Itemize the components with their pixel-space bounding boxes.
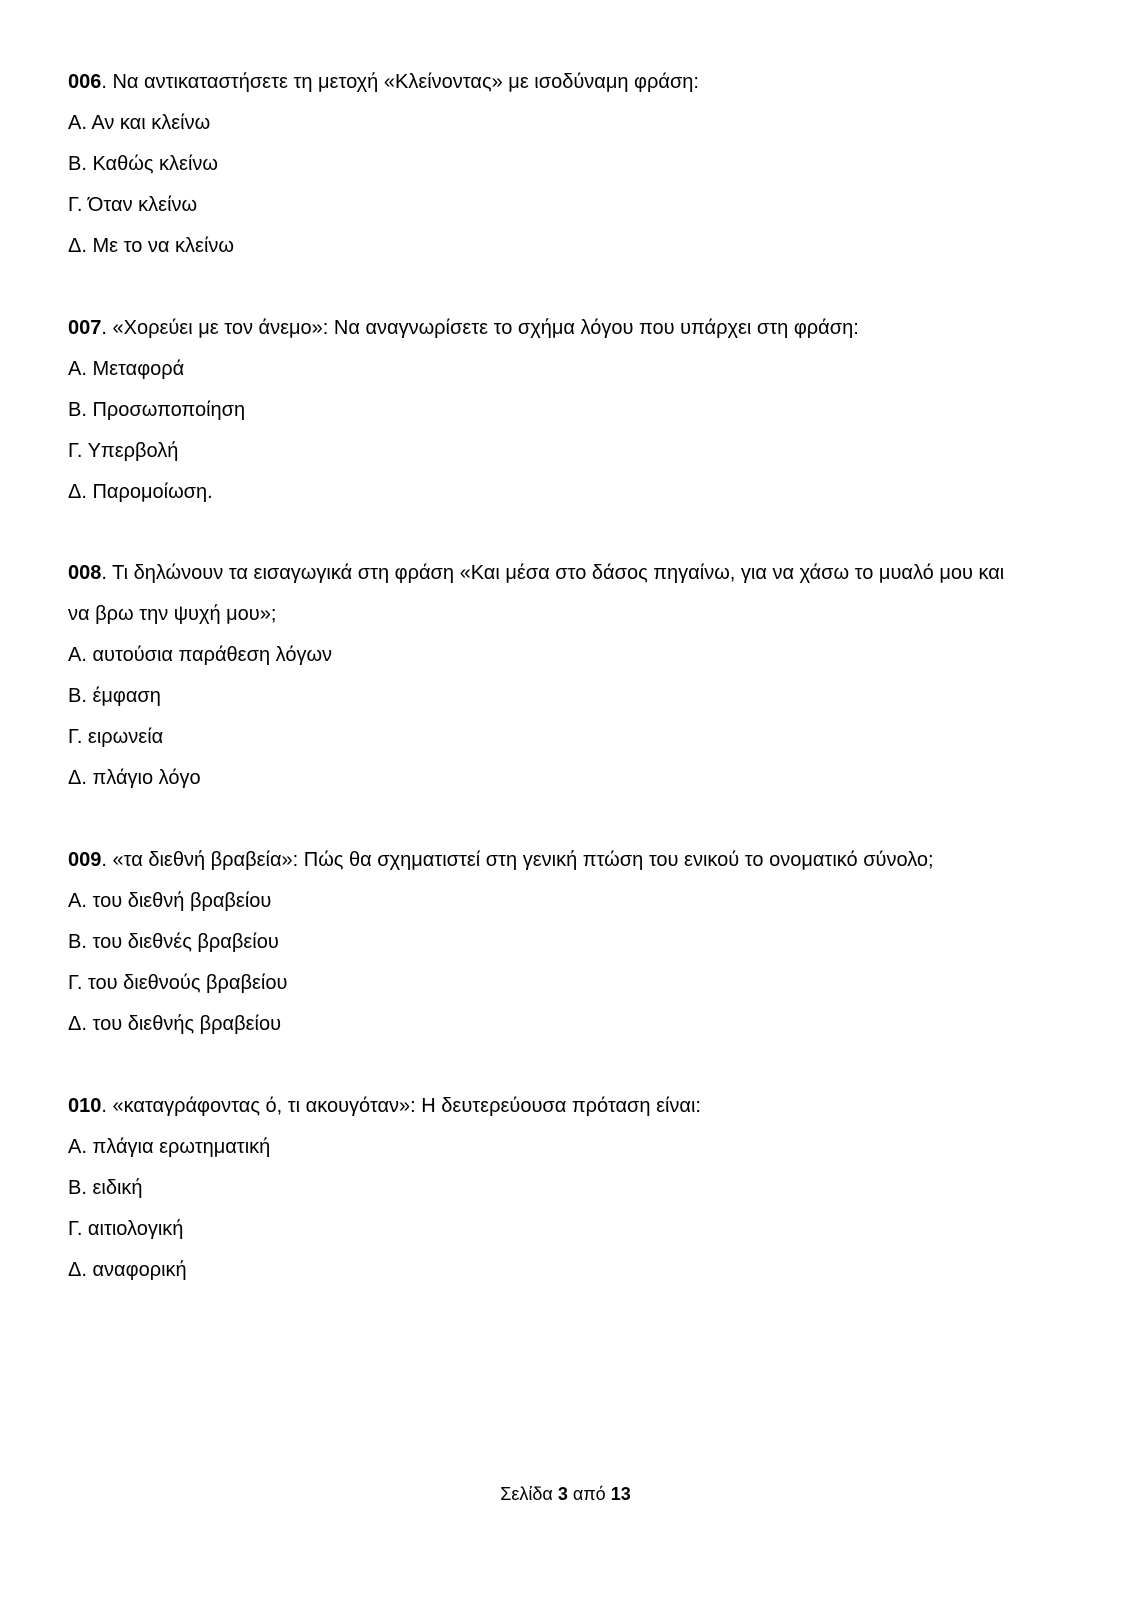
question-number: 006 (68, 71, 102, 93)
total-pages-number: 13 (610, 1484, 631, 1504)
question-number: 010 (68, 1095, 102, 1117)
option-c: Γ. Όταν κλείνω (68, 194, 198, 216)
question-006 (68, 62, 1068, 267)
question-text-continued: να βρω την ψυχή μου»; (68, 603, 277, 625)
option-a: Α. πλάγια ερωτηματική (68, 1136, 271, 1158)
question-text: 007. «Χορεύει με τον άνεμο»: Να αναγνωρίσετε το σχήμα λόγου που υπάρχει στη φράση: (68, 317, 859, 339)
question-010 (68, 1086, 1068, 1291)
option-b: Β. έμφαση (68, 685, 161, 707)
option-a: Α. Αν και κλείνω (68, 112, 211, 134)
option-b: Β. του διεθνές βραβείου (68, 931, 279, 953)
question-number: 007 (68, 317, 102, 339)
option-d: Δ. Παρομοίωση. (68, 481, 213, 503)
option-c: Γ. ειρωνεία (68, 726, 164, 748)
footer-middle: από (567, 1484, 611, 1504)
question-text: 010. «καταγράφοντας ό, τι ακουγόταν»: Η δευτερεύουσα πρόταση είναι: (68, 1095, 701, 1117)
question-009 (68, 840, 1068, 1045)
option-c: Γ. Υπερβολή (68, 440, 179, 462)
option-a: Α. του διεθνή βραβείου (68, 890, 272, 912)
question-text: 008. Τι δηλώνουν τα εισαγωγικά στη φράση «Και μέσα στο δάσος πηγαίνω, για να χάσω το μυαλό μου και (68, 562, 1005, 584)
question-007 (68, 308, 1068, 513)
option-b: Β. ειδική (68, 1177, 143, 1199)
option-c: Γ. αιτιολογική (68, 1218, 184, 1240)
option-d: Δ. πλάγιο λόγο (68, 767, 201, 789)
option-a: Α. αυτούσια παράθεση λόγων (68, 644, 333, 666)
option-a: Α. Μεταφορά (68, 358, 185, 380)
option-c: Γ. του διεθνούς βραβείου (68, 972, 288, 994)
option-b: Β. Καθώς κλείνω (68, 153, 219, 175)
option-b: Β. Προσωποποίηση (68, 399, 246, 421)
question-text: 009. «τα διεθνή βραβεία»: Πώς θα σχηματιστεί στη γενική πτώση του ενικού το ονοματικό σύνολο; (68, 849, 934, 871)
option-d: Δ. αναφορική (68, 1259, 187, 1281)
question-008 (68, 553, 1068, 799)
current-page-number: 3 (557, 1484, 568, 1504)
page-footer (0, 1482, 1131, 1506)
option-d: Δ. του διεθνής βραβείου (68, 1013, 282, 1035)
question-number: 009 (68, 849, 102, 871)
footer-prefix: Σελίδα (500, 1484, 558, 1504)
question-number: 008 (68, 562, 102, 584)
question-text: 006. Να αντικαταστήσετε τη μετοχή «Κλείνοντας» με ισοδύναμη φράση: (68, 71, 699, 93)
option-d: Δ. Με το να κλείνω (68, 235, 234, 257)
